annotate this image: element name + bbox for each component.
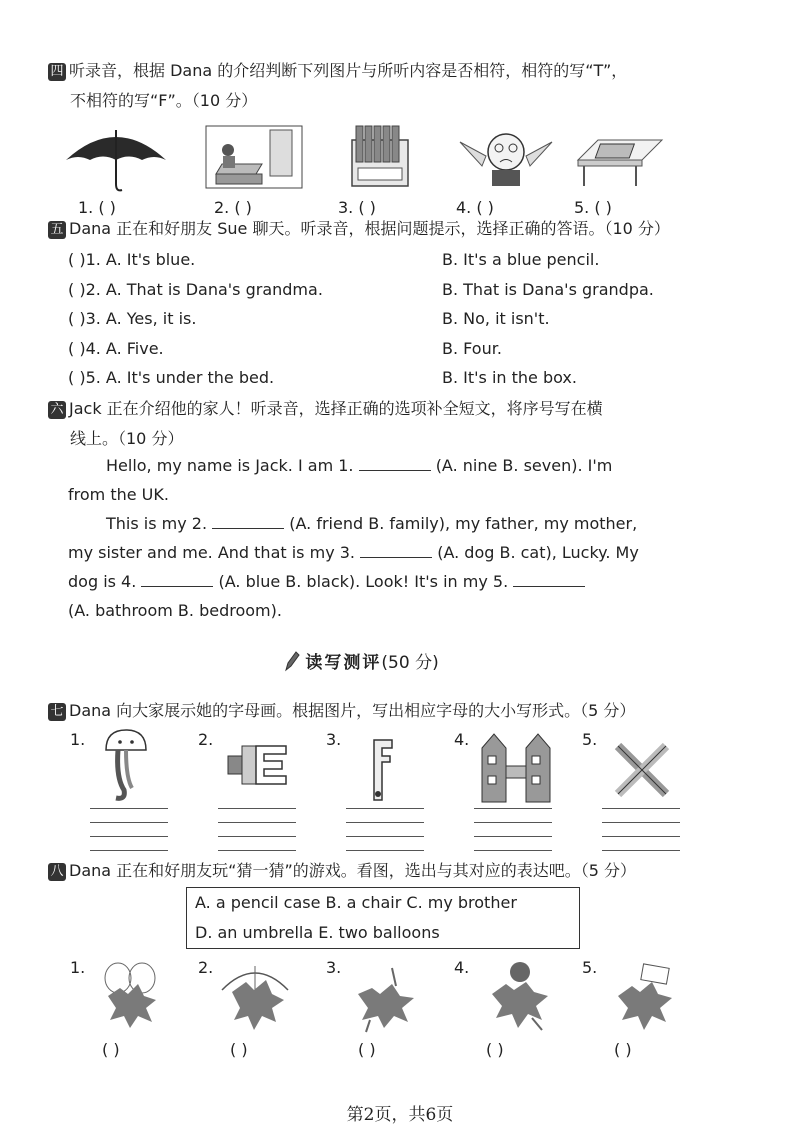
s8-num-2: 2. xyxy=(198,958,214,977)
passage-line-1: Hello, my name is Jack. I am 1. (A. nine B. seven). I'm xyxy=(106,456,613,475)
options-row-2: D. an umbrella E. two balloons xyxy=(195,923,440,942)
section5-title: 五 Dana 正在和好朋友 Sue 聊天。听录音，根据问题提示，选择正确的答语。（10 分） xyxy=(48,214,670,244)
blank-2[interactable] xyxy=(212,514,284,529)
s8-answer-3[interactable]: ( ) xyxy=(358,1040,376,1059)
ink-blot-balloons-icon xyxy=(98,962,164,1034)
living-room-icon xyxy=(204,124,304,190)
s5-row4-a[interactable]: ( )4. A. Five. xyxy=(68,339,164,358)
blank-4[interactable] xyxy=(141,572,213,587)
s5-row5-a[interactable]: ( )5. A. It's under the bed. xyxy=(68,368,275,387)
book-on-desk-icon xyxy=(574,134,666,188)
section-badge: 五 xyxy=(48,221,66,239)
s5-row4-b: B. Four. xyxy=(442,339,502,358)
s5-row5-b: B. It's in the box. xyxy=(442,368,577,387)
s8-answer-1[interactable]: ( ) xyxy=(102,1040,120,1059)
s8-answer-5[interactable]: ( ) xyxy=(614,1040,632,1059)
section-badge: 六 xyxy=(48,401,66,419)
s7-num-3: 3. xyxy=(326,730,342,749)
crayon-box-icon xyxy=(350,122,410,188)
section-badge: 八 xyxy=(48,863,66,881)
part-heading: 读写测评(50 分) xyxy=(282,648,439,673)
s5-row1-a[interactable]: ( )1. A. It's blue. xyxy=(68,250,196,269)
section8-title: 八 Dana 正在和好朋友玩“猜一猜”的游戏。看图，选出与其对应的表达吧。（5 分） xyxy=(48,856,636,886)
s8-num-3: 3. xyxy=(326,958,342,977)
s4-answer-5[interactable]: 5. ( ) xyxy=(574,198,612,217)
s4-answer-1[interactable]: 1. ( ) xyxy=(78,198,116,217)
ink-blot-boy-icon xyxy=(484,960,554,1034)
section6-title: 六 Jack 正在介绍他的家人！听录音，选择正确的选项补全短文，将序号写在横 xyxy=(48,394,603,424)
section7-title: 七 Dana 向大家展示她的字母画。根据图片，写出相应字母的大小写形式。（5 分） xyxy=(48,696,635,726)
ink-blot-pencil-case-icon xyxy=(612,962,676,1034)
section4-title-cont: 不相符的写“F”。（10 分） xyxy=(70,91,258,110)
section6-title-cont: 线上。（10 分） xyxy=(70,429,184,448)
ink-blot-umbrella-icon xyxy=(220,960,290,1034)
grandpa-icon xyxy=(456,122,556,188)
s5-row3-a[interactable]: ( )3. A. Yes, it is. xyxy=(68,309,197,328)
building-h-icon xyxy=(480,730,552,804)
passage-line-3: This is my 2. (A. friend B. family), my father, my mother, xyxy=(106,514,638,533)
s5-row3-b: B. No, it isn't. xyxy=(442,309,550,328)
passage-line-4: my sister and me. And that is my 3. (A. dog B. cat), Lucky. My xyxy=(68,543,639,562)
s7-num-1: 1. xyxy=(70,730,86,749)
options-box xyxy=(186,887,580,949)
section-badge: 七 xyxy=(48,703,66,721)
section-badge: 四 xyxy=(48,63,66,81)
s4-answer-4[interactable]: 4. ( ) xyxy=(456,198,494,217)
page-footer: 第2页，共6页 xyxy=(346,1105,454,1125)
crossed-pencils-x-icon xyxy=(612,740,672,800)
options-row-1: A. a pencil case B. a chair C. my brother xyxy=(195,893,517,912)
s5-row1-b: B. It's a blue pencil. xyxy=(442,250,600,269)
s4-answer-2[interactable]: 2. ( ) xyxy=(214,198,252,217)
plug-e-icon xyxy=(226,740,292,790)
blank-1[interactable] xyxy=(359,456,431,471)
s7-num-4: 4. xyxy=(454,730,470,749)
s8-answer-2[interactable]: ( ) xyxy=(230,1040,248,1059)
s5-row2-a[interactable]: ( )2. A. That is Dana's grandma. xyxy=(68,280,323,299)
passage-line-6: (A. bathroom B. bedroom). xyxy=(68,601,282,620)
jellyfish-j-icon xyxy=(96,728,156,802)
pencil-icon xyxy=(282,650,300,672)
passage-line-2: from the UK. xyxy=(68,485,169,504)
blank-3[interactable] xyxy=(360,543,432,558)
section4-title: 四 听录音，根据 Dana 的介绍判断下列图片与所听内容是否相符，相符的写“T”， xyxy=(48,56,627,86)
passage-line-5: dog is 4. (A. blue B. black). Look! It's in my 5. xyxy=(68,572,585,591)
ink-blot-chair-icon xyxy=(350,964,420,1034)
s8-num-1: 1. xyxy=(70,958,86,977)
s5-row2-b: B. That is Dana's grandpa. xyxy=(442,280,654,299)
s8-answer-4[interactable]: ( ) xyxy=(486,1040,504,1059)
blank-5[interactable] xyxy=(513,572,585,587)
s7-num-5: 5. xyxy=(582,730,598,749)
umbrella-icon xyxy=(62,120,170,194)
wrench-f-icon xyxy=(362,736,402,804)
s7-num-2: 2. xyxy=(198,730,214,749)
s4-answer-3[interactable]: 3. ( ) xyxy=(338,198,376,217)
s8-num-5: 5. xyxy=(582,958,598,977)
s8-num-4: 4. xyxy=(454,958,470,977)
